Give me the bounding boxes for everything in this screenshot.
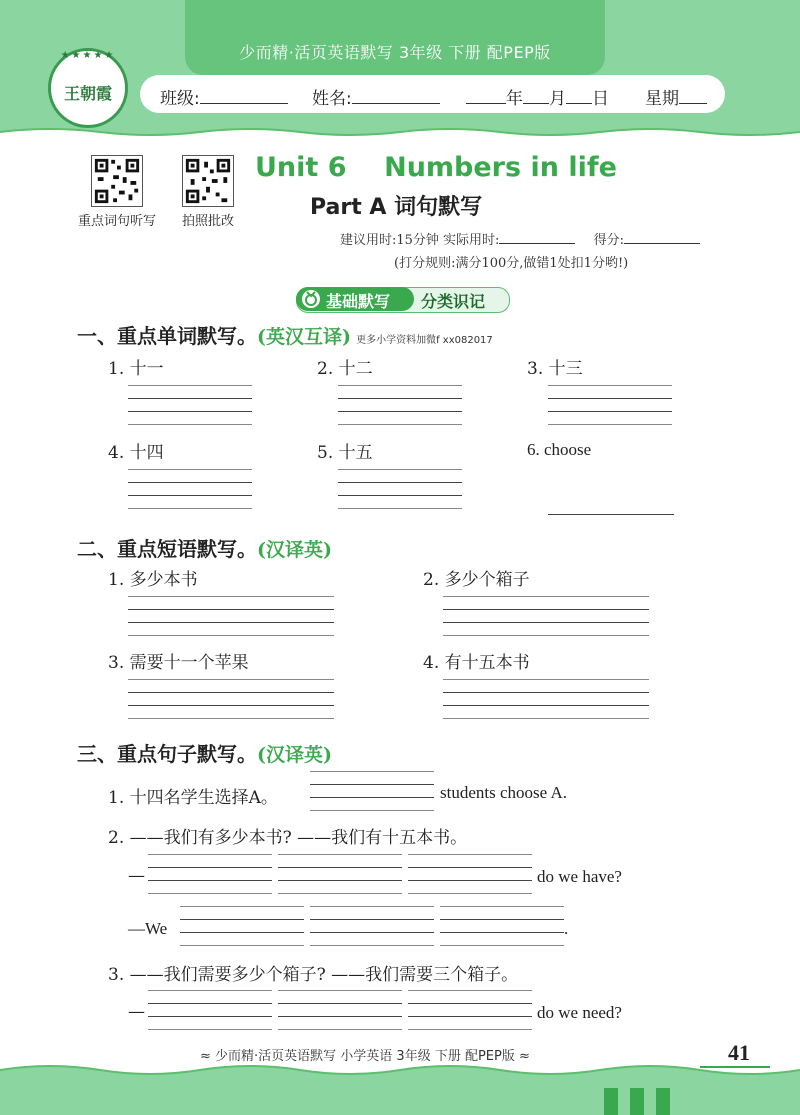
writing-line — [408, 1029, 532, 1030]
class-blank[interactable] — [200, 89, 288, 104]
writing-line — [443, 635, 649, 636]
writing-line — [408, 1016, 532, 1017]
sentence-q3: 3. ——我们需要多少个箱子? ——我们需要三个箱子。 — [108, 965, 519, 985]
section2-heading — [77, 533, 332, 562]
weekday-blank[interactable] — [679, 89, 707, 104]
name-label: 姓名: — [312, 89, 352, 109]
logo-text: 王朝霞 — [63, 84, 112, 103]
writing-line — [180, 919, 304, 920]
writing-line — [338, 385, 462, 386]
writing-line — [278, 1029, 402, 1030]
month-blank[interactable] — [523, 89, 549, 104]
writing-line — [180, 945, 304, 946]
writing-line — [128, 596, 334, 597]
writing-line — [443, 609, 649, 610]
writing-line — [440, 945, 564, 946]
name-field[interactable] — [312, 84, 440, 109]
month-label: 月 — [549, 89, 566, 109]
writing-line — [128, 398, 252, 399]
year-blank[interactable] — [466, 89, 506, 104]
section1-subtitle: (英汉互译) — [257, 326, 351, 348]
writing-line — [338, 411, 462, 412]
word-item-4: 4. 十四 — [108, 443, 164, 463]
writing-line — [408, 867, 532, 868]
writing-line — [128, 609, 334, 610]
writing-line — [148, 867, 272, 868]
writing-line — [408, 893, 532, 894]
writing-line — [338, 482, 462, 483]
writing-line — [128, 692, 334, 693]
section1-heading — [77, 320, 493, 349]
section2-subtitle: (汉译英) — [257, 539, 332, 561]
writing-line — [310, 771, 434, 772]
writing-line — [408, 854, 532, 855]
sentence-q2-end: . — [564, 919, 569, 938]
phrase-item-3: 3. 需要十一个苹果 — [108, 653, 249, 673]
writing-line — [128, 508, 252, 509]
writing-line — [310, 784, 434, 785]
writing-line — [278, 854, 402, 855]
qr-photo-caption: 拍照批改 — [181, 214, 234, 229]
actual-time-blank[interactable] — [499, 231, 575, 244]
writing-line — [148, 990, 272, 991]
word-item-2: 2. 十二 — [317, 359, 373, 379]
writing-line — [128, 424, 252, 425]
score-label: 得分: — [593, 233, 624, 248]
writing-line — [128, 718, 334, 719]
writing-line — [128, 411, 252, 412]
weekday-label: 星期 — [645, 89, 679, 109]
writing-line — [128, 469, 252, 470]
writing-line — [310, 797, 434, 798]
time-line — [340, 229, 700, 248]
footer-text: ≈ 少而精·活页英语默写 小学英语 3年级 下册 配PEP版 ≈ — [200, 1049, 530, 1064]
day-label: 日 — [592, 89, 609, 109]
day-blank[interactable] — [566, 89, 592, 104]
word-item-5: 5. 十五 — [317, 443, 373, 463]
badge-right-text: 分类识记 — [421, 292, 486, 311]
writing-line — [338, 424, 462, 425]
writing-line — [128, 482, 252, 483]
footer-bar — [656, 1088, 670, 1115]
header-wave — [0, 126, 800, 150]
scoring-rule: (打分规则:满分100分,做错1处扣1分哟!) — [394, 256, 629, 271]
badge-left-text: 基础默写 — [326, 292, 391, 311]
writing-line — [548, 424, 672, 425]
writing-line — [278, 893, 402, 894]
writing-line — [443, 692, 649, 693]
writing-line — [148, 1016, 272, 1017]
section1-title: 一、重点单词默写。 — [77, 324, 257, 348]
sentence-q1: 1. 十四名学生选择A。 — [108, 788, 278, 808]
name-blank[interactable] — [352, 89, 440, 104]
writing-line — [180, 906, 304, 907]
writing-line — [148, 1003, 272, 1004]
writing-line — [310, 932, 434, 933]
qr-code-photo[interactable] — [182, 155, 234, 207]
section3-heading — [77, 738, 332, 767]
writing-line — [440, 919, 564, 920]
writing-line — [128, 495, 252, 496]
word-item-6: 6. choose — [527, 440, 592, 459]
writing-line — [338, 508, 462, 509]
sentence-q2-tail: do we have? — [537, 867, 622, 886]
weekday-field[interactable] — [645, 84, 707, 109]
page-number: 41 — [728, 1040, 750, 1065]
writing-line — [548, 398, 672, 399]
class-label: 班级: — [160, 89, 200, 109]
writing-line — [408, 880, 532, 881]
sentence-q2-lead: — — [128, 866, 145, 886]
section1-note: 更多小学资料加微f xx082017 — [356, 335, 493, 346]
word-answer-6[interactable] — [548, 514, 674, 515]
year-label: 年 — [506, 89, 523, 109]
section3-subtitle: (汉译英) — [257, 744, 332, 766]
phrase-item-2: 2. 多少个箱子 — [423, 570, 530, 590]
writing-line — [148, 854, 272, 855]
writing-line — [278, 867, 402, 868]
page-number-rule — [700, 1066, 770, 1068]
writing-line — [408, 990, 532, 991]
class-field[interactable] — [160, 84, 288, 109]
writing-line — [128, 385, 252, 386]
writing-line — [338, 398, 462, 399]
writing-line — [548, 411, 672, 412]
writing-line — [443, 705, 649, 706]
phrase-item-4: 4. 有十五本书 — [423, 653, 530, 673]
writing-line — [310, 906, 434, 907]
word-item-1: 1. 十一 — [108, 359, 164, 379]
writing-line — [443, 596, 649, 597]
qr-listen-caption: 重点词句听写 — [77, 214, 156, 229]
section3-title: 三、重点句子默写。 — [77, 742, 257, 766]
writing-line — [148, 1029, 272, 1030]
header-tab — [185, 0, 605, 75]
footer-wave — [0, 1062, 800, 1115]
writing-line — [128, 705, 334, 706]
unit-title: Unit 6 Numbers in life — [255, 152, 617, 183]
writing-line — [338, 495, 462, 496]
writing-line — [310, 810, 434, 811]
writing-line — [128, 622, 334, 623]
time-label: 建议用时:15分钟 实际用时: — [340, 233, 500, 248]
writing-line — [440, 932, 564, 933]
writing-line — [180, 932, 304, 933]
writing-line — [443, 679, 649, 680]
sentence-q2-we: —We — [128, 919, 168, 938]
sentence-q1-tail: students choose A. — [440, 783, 568, 802]
score-blank[interactable] — [624, 231, 700, 244]
sentence-q3-lead: — — [128, 1002, 145, 1022]
header-title: 少而精·活页英语默写 3年级 下册 配PEP版 — [239, 43, 551, 62]
sentence-q3-tail: do we need? — [537, 1003, 622, 1022]
part-title: Part A 词句默写 — [310, 195, 483, 220]
writing-line — [128, 635, 334, 636]
logo-stars: ★★★★★ — [60, 50, 116, 61]
writing-line — [148, 893, 272, 894]
writing-line — [440, 906, 564, 907]
writing-line — [338, 469, 462, 470]
footer-bar — [630, 1088, 644, 1115]
writing-line — [443, 718, 649, 719]
writing-line — [408, 1003, 532, 1004]
sentence-q2: 2. ——我们有多少本书? ——我们有十五本书。 — [108, 828, 468, 848]
word-item-3: 3. 十三 — [527, 359, 583, 379]
writing-line — [128, 679, 334, 680]
writing-line — [443, 622, 649, 623]
footer-bar — [604, 1088, 618, 1115]
qr-code-listen[interactable] — [91, 155, 143, 207]
writing-line — [148, 880, 272, 881]
writing-line — [548, 385, 672, 386]
writing-line — [278, 990, 402, 991]
section2-title: 二、重点短语默写。 — [77, 537, 257, 561]
writing-line — [278, 880, 402, 881]
medal-icon — [302, 290, 320, 308]
writing-line — [278, 1003, 402, 1004]
phrase-item-1: 1. 多少本书 — [108, 570, 198, 590]
writing-line — [310, 945, 434, 946]
date-field[interactable] — [466, 84, 609, 109]
writing-line — [310, 919, 434, 920]
writing-line — [278, 1016, 402, 1017]
